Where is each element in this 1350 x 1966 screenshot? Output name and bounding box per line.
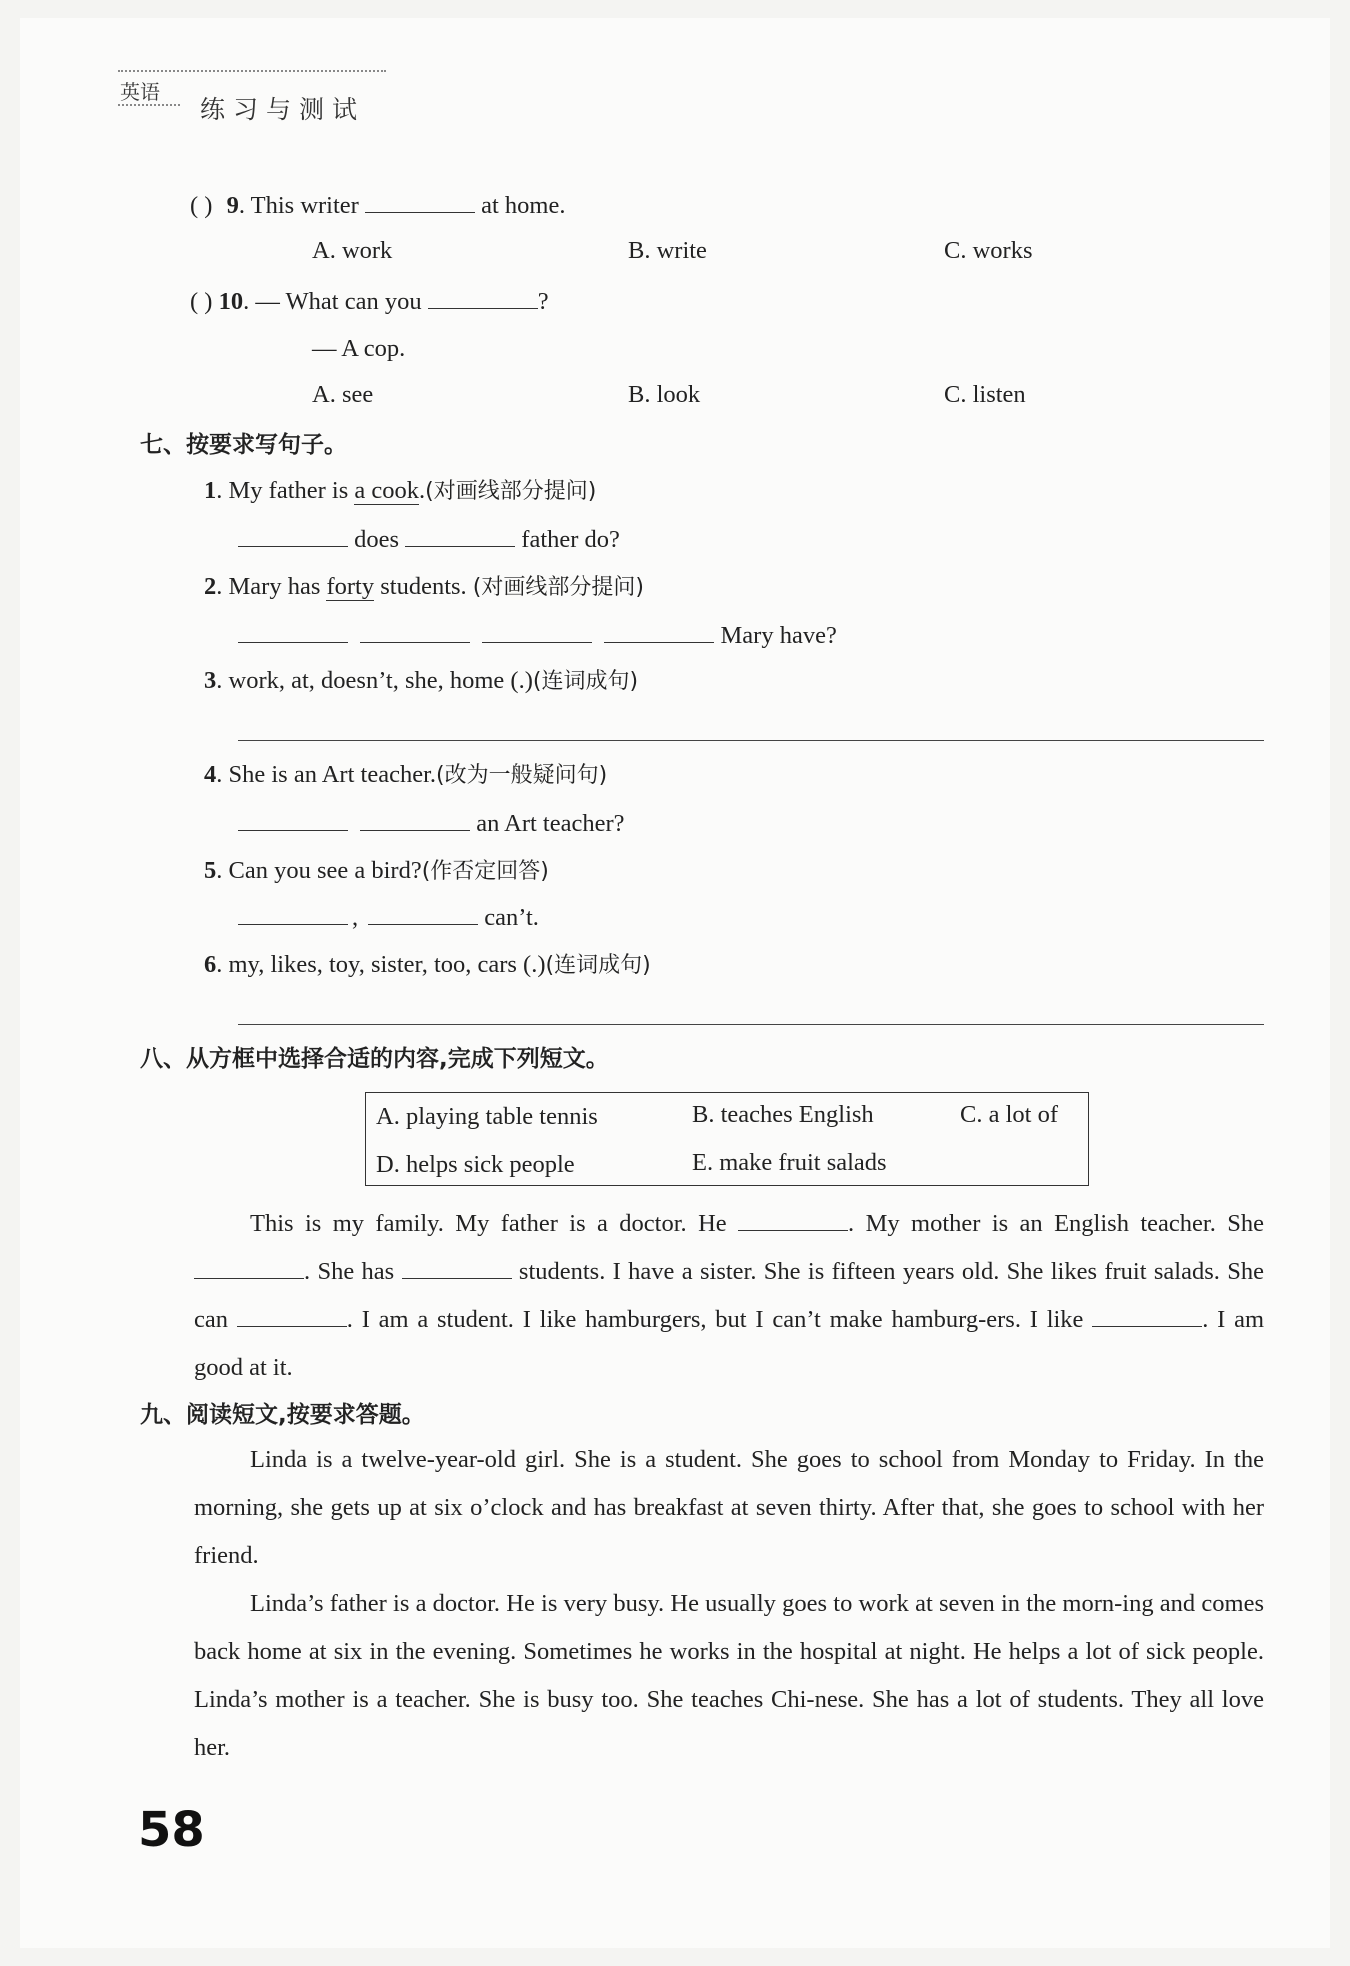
blank[interactable] [238, 902, 348, 925]
box-option-e: E. make fruit salads [692, 1149, 887, 1176]
passage-text: . I am a student. I like hamburgers, but I can’t make hamburg-ers. I like [346, 1306, 1093, 1333]
question-text: . She is an Art teacher. [216, 761, 437, 788]
s7-question-2 [204, 572, 644, 603]
box-option-d: D. helps sick people [376, 1151, 575, 1178]
answer-text-end: an Art teacher? [470, 810, 625, 837]
option-a[interactable]: A. see [312, 381, 374, 408]
s7-question-5 [204, 856, 549, 887]
page-number: 58 [138, 1802, 205, 1858]
question-number: 1 [204, 477, 217, 504]
comma: , [352, 904, 359, 931]
question-number: 4 [204, 761, 217, 788]
instruction-note: (改为一般疑问句) [436, 763, 608, 788]
s7-answer-4 [238, 808, 625, 839]
blank[interactable] [237, 1304, 347, 1327]
reading-paragraph-2 [194, 1580, 1264, 1772]
question-text: . Mary has [216, 573, 327, 600]
answer-text: does [348, 526, 406, 553]
s7-question-3 [204, 666, 638, 697]
question-number: 10 [218, 288, 244, 315]
answer-text-end: can’t. [478, 904, 539, 931]
passage-text: . She has [304, 1258, 402, 1285]
s7-question-6 [204, 950, 651, 981]
answer-bracket[interactable]: ( ) [190, 192, 213, 219]
question-number: 2 [204, 573, 217, 600]
blank[interactable] [238, 524, 348, 547]
box-option-c: C. a lot of [960, 1101, 1058, 1128]
blank[interactable] [368, 902, 478, 925]
blank[interactable] [405, 524, 515, 547]
header-dotted-rule-short [118, 104, 180, 106]
blank[interactable] [402, 1256, 512, 1279]
passage-text: . My mother is an English teacher. She [848, 1210, 1264, 1237]
cloze-passage [194, 1200, 1264, 1392]
blank[interactable] [365, 190, 475, 213]
question-text-post: ? [537, 288, 549, 315]
passage-text: students. I have a sister. She is fifteen years old. She likes fruit salads. She can [194, 1258, 1264, 1333]
option-c[interactable]: C. listen [944, 381, 1026, 408]
question-number: 5 [204, 857, 217, 884]
blank[interactable] [738, 1208, 848, 1231]
question-10 [190, 286, 549, 317]
question-number: 6 [204, 951, 217, 978]
blank[interactable] [604, 620, 714, 643]
blank[interactable] [1092, 1304, 1202, 1327]
question-text: . My father is [216, 477, 355, 504]
question-text: . This writer [238, 192, 365, 219]
answer-bracket[interactable]: ( ) [190, 288, 213, 315]
answer-line[interactable] [238, 1024, 1264, 1025]
question-text: . Can you see a bird? [216, 857, 422, 884]
question-number: 3 [204, 667, 217, 694]
question-text-post: at home. [474, 192, 566, 219]
instruction-note: (对画线部分提问) [425, 479, 597, 504]
box-option-b: B. teaches English [692, 1101, 874, 1128]
header-subject: 英语 [120, 80, 160, 104]
reading-paragraph-1 [194, 1436, 1264, 1580]
section-8-title: 八、从方框中选择合适的内容,完成下列短文。 [140, 1046, 609, 1072]
s7-answer-1 [238, 524, 620, 555]
instruction-note: (连词成句) [545, 953, 651, 978]
section-9-title: 九、阅读短文,按要求答题。 [140, 1402, 425, 1428]
passage-text: . I am good at it. [194, 1306, 1265, 1381]
question-number: 9 [226, 192, 239, 219]
blank[interactable] [360, 808, 470, 831]
question-text-end: . [419, 477, 426, 504]
instruction-note: (对画线部分提问) [472, 575, 644, 600]
question-text: . — What can you [243, 288, 428, 315]
option-b[interactable]: B. write [628, 237, 707, 264]
s7-question-4 [204, 760, 607, 791]
s7-question-1 [204, 476, 596, 507]
answer-line[interactable] [238, 740, 1264, 741]
question-9 [190, 190, 565, 221]
paragraph-text: Linda’s father is a doctor. He is very busy. He usually goes to work at seven in the morn-ing and comes back home at six in the evening. Sometimes he works in the hospital at night. He helps a lot of sick people. Linda’s mother is a teacher. She is busy too. She teaches Chi-nese. She has a lot of students. They all love her. [194, 1590, 1264, 1761]
question-text: . my, likes, toy, sister, too, cars (.) [216, 951, 546, 978]
option-a[interactable]: A. work [312, 237, 393, 264]
header-dotted-rule [118, 70, 386, 72]
blank[interactable] [428, 286, 538, 309]
answer-text-end: Mary have? [714, 622, 837, 649]
underlined-phrase: a cook [354, 477, 419, 504]
question-text-end: students. [374, 573, 473, 600]
dialogue-answer: — A cop. [312, 335, 406, 362]
question-text: . work, at, doesn’t, she, home (.) [216, 667, 533, 694]
s7-answer-5 [238, 902, 539, 933]
header-title: 练习与测试 [200, 95, 366, 124]
passage-text: This is my family. My father is a doctor. He [250, 1210, 739, 1237]
instruction-note: (作否定回答) [421, 859, 549, 884]
instruction-note: (连词成句) [532, 669, 639, 694]
box-option-a: A. playing table tennis [376, 1103, 598, 1130]
blank[interactable] [194, 1256, 304, 1279]
blank[interactable] [360, 620, 470, 643]
section-7-title: 七、按要求写句子。 [140, 432, 347, 458]
underlined-phrase: forty [326, 573, 375, 600]
option-c[interactable]: C. works [944, 237, 1033, 264]
blank[interactable] [238, 620, 348, 643]
paragraph-text: Linda is a twelve-year-old girl. She is a student. She goes to school from Monday to Friday. In the morning, she gets up at six o’clock and has breakfast at seven thirty. After that, she goes to school with her friend. [194, 1446, 1264, 1569]
option-b[interactable]: B. look [628, 381, 701, 408]
blank[interactable] [482, 620, 592, 643]
s7-answer-2 [238, 620, 837, 651]
blank[interactable] [238, 808, 348, 831]
answer-text-end: father do? [515, 526, 620, 553]
